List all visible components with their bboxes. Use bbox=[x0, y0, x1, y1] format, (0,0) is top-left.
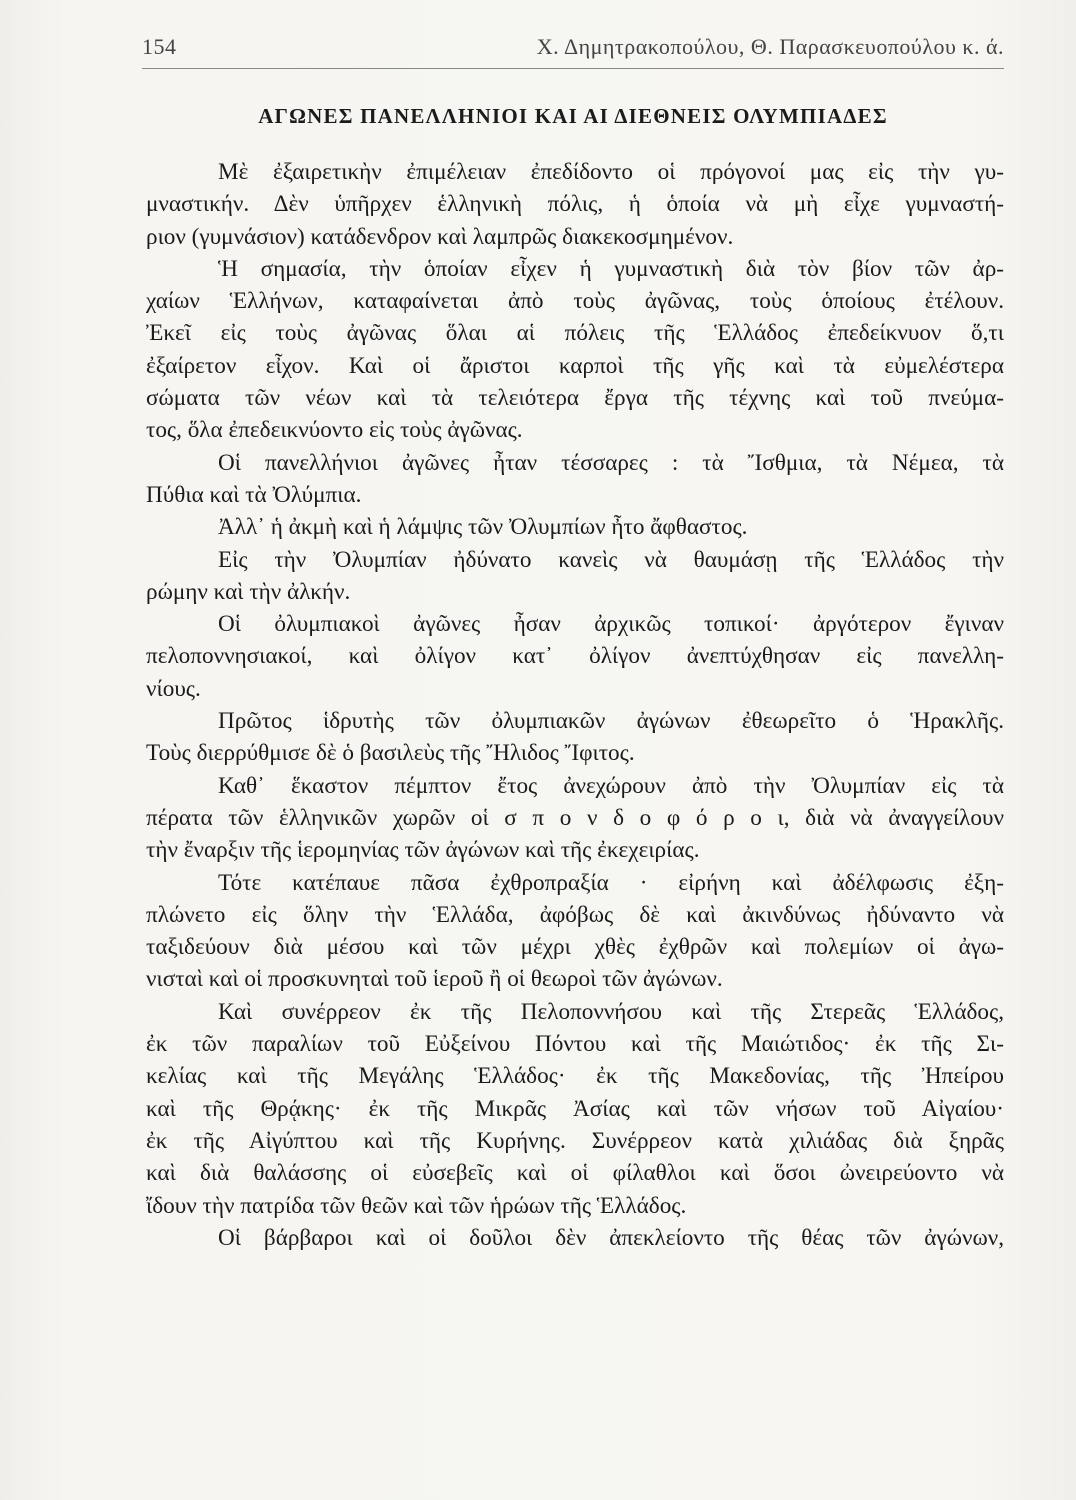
text-line: Ἡ σημασία, τὴν ὁποίαν εἶχεν ἡ γυμναστικὴ διὰ τὸν βίον τῶν ἀρ- bbox=[218, 255, 1004, 282]
text-line: Πύθια καὶ τὰ Ὀλύμπια. bbox=[146, 481, 362, 508]
text-line: Οἱ ὀλυμπιακοὶ ἀγῶνες ἦσαν ἀρχικῶς τοπικοί· ἀργότερον ἔγιναν bbox=[218, 611, 1004, 638]
text-line: νίους. bbox=[146, 675, 201, 702]
text-line: τος, ὅλα ἐπεδεικνύοντο εἰς τοὺς ἀγῶνας. bbox=[146, 417, 523, 444]
text-line: ἴδουν τὴν πατρίδα τῶν θεῶν καὶ τῶν ἡρώων τῆς Ἑλλάδος. bbox=[146, 1192, 687, 1219]
running-head: Χ. Δημητρακοπούλου, Θ. Παρασκευοπούλου κ. ά. bbox=[536, 34, 1004, 59]
text-line: Ἀλλ᾿ ἡ ἀκμὴ καὶ ἡ λάμψις τῶν Ὀλυμπίων ἦτο ἄφθαστος. bbox=[218, 514, 748, 541]
text-line: ἐκ τῶν παραλίων τοῦ Εὐξείνου Πόντου καὶ τῆς Μαιώτιδος· ἐκ τῆς Σι- bbox=[146, 1031, 1004, 1058]
text-line: Οἱ πανελλήνιοι ἀγῶνες ἦταν τέσσαρες : τὰ Ἴσθμια, τὰ Νέμεα, τὰ bbox=[218, 449, 1004, 476]
page-number: 154 bbox=[142, 34, 177, 59]
text-line: χαίων Ἑλλήνων, καταφαίνεται ἀπὸ τοὺς ἀγῶνας, τοὺς ὁποίους ἐτέλουν. bbox=[146, 288, 1004, 315]
text-line: τὴν ἔναρξιν τῆς ἱερομηνίας τῶν ἀγώνων καὶ τῆς ἐκεχειρίας. bbox=[146, 837, 700, 864]
text-line: Πρῶτος ἱδρυτὴς τῶν ὀλυμπιακῶν ἀγώνων ἐθεωρεῖτο ὁ Ἡρακλῆς. bbox=[218, 708, 1004, 735]
text-line: νισταὶ καὶ οἱ προσκυνηταὶ τοῦ ἱεροῦ ἢ οἱ θεωροὶ τῶν ἀγώνων. bbox=[146, 966, 723, 993]
text-line: Εἰς τὴν Ὀλυμπίαν ἠδύνατο κανεὶς νὰ θαυμάσῃ τῆς Ἑλλάδος τὴν bbox=[218, 546, 1004, 573]
text-line: σώματα τῶν νέων καὶ τὰ τελειότερα ἔργα τῆς τέχνης καὶ τοῦ πνεύμα- bbox=[146, 385, 1004, 412]
page-header bbox=[142, 30, 1004, 66]
text-line: πέρατα τῶν ἑλληνικῶν χωρῶν οἱ σ π ο ν δ ο φ ό ρ ο ι, διὰ νὰ ἀναγγείλουν bbox=[146, 804, 1004, 831]
text-line: Μὲ ἐξαιρετικὴν ἐπιμέλειαν ἐπεδίδοντο οἱ πρόγονοί μας εἰς τὴν γυ- bbox=[218, 159, 1004, 185]
text-line: ριον (γυμνάσιον) κατάδενδρον καὶ λαμπρῶς διακεκοσμημένον. bbox=[146, 223, 734, 250]
body-text bbox=[146, 156, 1004, 1254]
header-rule bbox=[142, 68, 1004, 69]
text-line: Καθ᾿ ἕκαστον πέμπτον ἔτος ἀνεχώρουν ἀπὸ τὴν Ὀλυμπίαν εἰς τὰ bbox=[218, 772, 1004, 799]
text-line: κελίας καὶ τῆς Μεγάλης Ἑλλάδος· ἐκ τῆς Μακεδονίας, τῆς Ἠπείρου bbox=[146, 1063, 1004, 1090]
text-line: πλώνετο εἰς ὅλην τὴν Ἑλλάδα, ἀφόβως δὲ καὶ ἀκινδύνως ἠδύναντο νὰ bbox=[146, 901, 1004, 928]
text-line: μναστικήν. Δὲν ὑπῆρχεν ἑλληνικὴ πόλις, ἡ ὁποία νὰ μὴ εἶχε γυμναστή- bbox=[146, 191, 1004, 218]
text-line: ἐκ τῆς Αἰγύπτου καὶ τῆς Κυρήνης. Συνέρρεον κατὰ χιλιάδας διὰ ξηρᾶς bbox=[146, 1127, 1004, 1154]
text-line: Οἱ βάρβαροι καὶ οἱ δοῦλοι δὲν ἀπεκλείοντο τῆς θέας τῶν ἀγώνων, bbox=[218, 1224, 1004, 1251]
text-line: Τότε κατέπαυε πᾶσα ἐχθροπραξία · εἰρήνη καὶ ἀδέλφωσις ἐξη- bbox=[218, 869, 1004, 896]
text-line: πελοποννησιακοί, καὶ ὀλίγον κατ᾿ ὀλίγον ἀνεπτύχθησαν εἰς πανελλη- bbox=[146, 643, 1004, 670]
text-line: καὶ διὰ θαλάσσης οἱ εὐσεβεῖς καὶ οἱ φίλαθλοι καὶ ὅσοι ὠνειρεύοντο νὰ bbox=[146, 1160, 1004, 1187]
text-line: Καὶ συνέρρεον ἐκ τῆς Πελοποννήσου καὶ τῆς Στερεᾶς Ἑλλάδος, bbox=[218, 998, 1004, 1025]
text-line: ταξιδεύουν διὰ μέσου καὶ τῶν μέχρι χθὲς ἐχθρῶν καὶ πολεμίων οἱ ἀγω- bbox=[146, 934, 1004, 961]
text-line: Ἐκεῖ εἰς τοὺς ἀγῶνας ὅλαι αἱ πόλεις τῆς Ἑλλάδος ἐπεδείκνυον ὅ,τι bbox=[146, 320, 1004, 347]
text-line: ρώμην καὶ τὴν ἀλκήν. bbox=[146, 578, 351, 605]
text-line: καὶ τῆς Θρᾴκης· ἐκ τῆς Μικρᾶς Ἀσίας καὶ τῶν νήσων τοῦ Αἰγαίου· bbox=[146, 1095, 1004, 1122]
text-line: Τοὺς διερρύθμισε δὲ ὁ βασιλεὺς τῆς Ἤλιδος Ἴφιτος. bbox=[146, 740, 635, 767]
text-line: ἐξαίρετον εἶχον. Καὶ οἱ ἄριστοι καρποὶ τῆς γῆς καὶ τὰ εὐμελέστερα bbox=[146, 352, 1004, 379]
chapter-title: ΑΓΩΝΕΣ ΠΑΝΕΛΛΗΝΙΟΙ ΚΑΙ ΑΙ ΔΙΕΘΝΕΙΣ ΟΛΥΜΠΙΑΔΕΣ bbox=[258, 104, 888, 128]
